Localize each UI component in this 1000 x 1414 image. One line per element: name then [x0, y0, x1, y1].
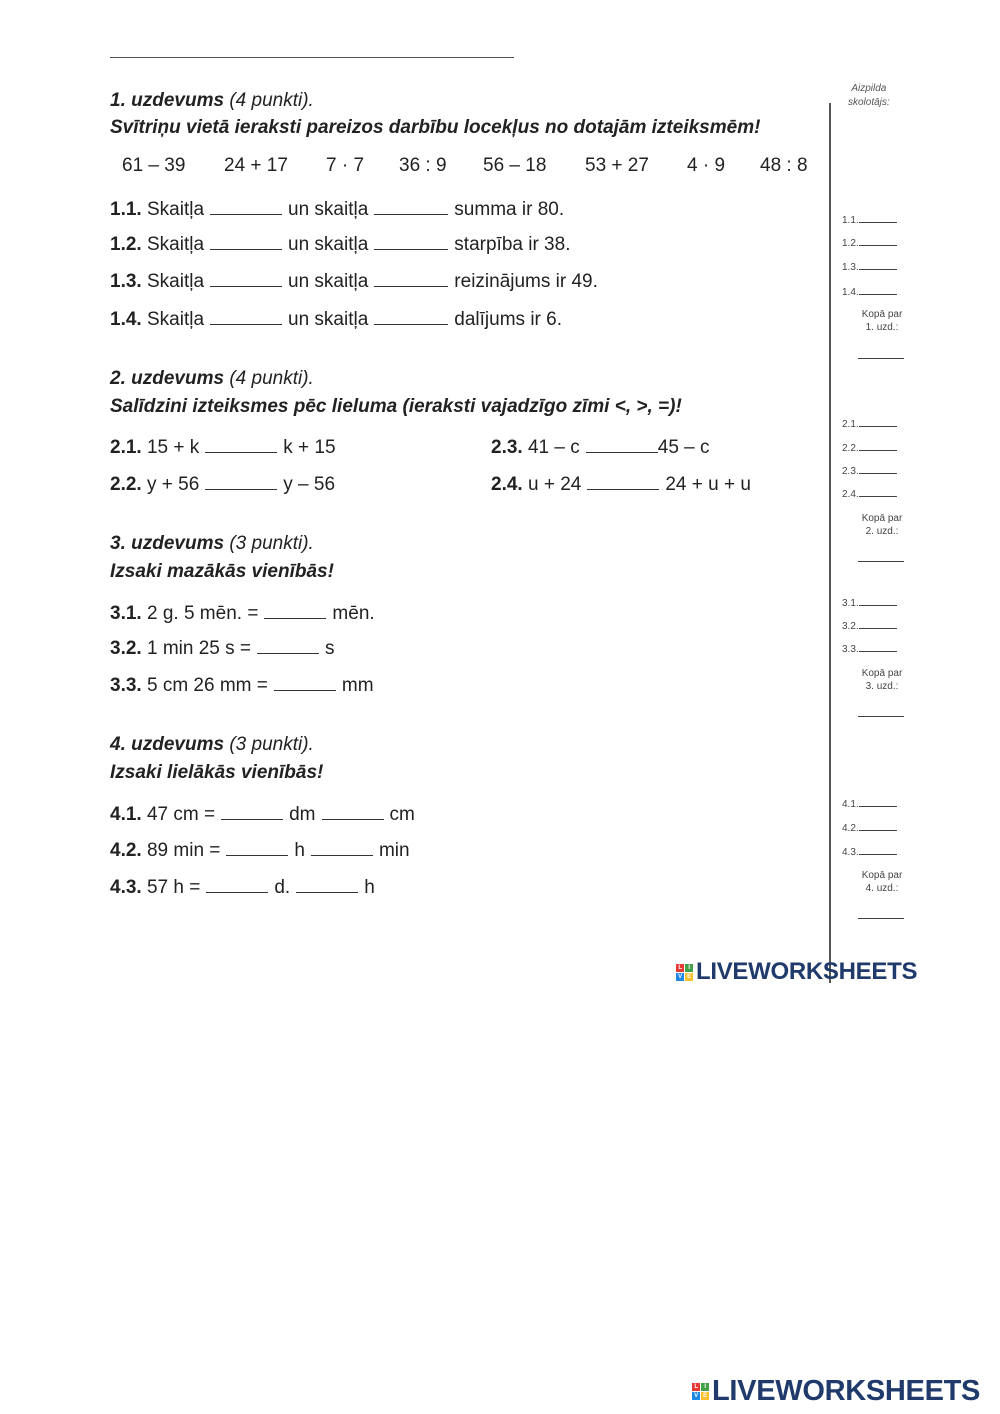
task3-item: 3.2. 1 min 25 s = s [110, 638, 335, 659]
task1-instruction: Svītriņu vietā ieraksti pareizos darbību locekļus no dotajām izteiksmēm! [110, 117, 761, 138]
answer-blank[interactable] [296, 875, 358, 893]
score-blank[interactable] [859, 797, 897, 807]
task3-item: 3.3. 5 cm 26 mm = mm [110, 675, 374, 696]
task1-item: 1.1. Skaitļa un skaitļa summa ir 80. [110, 199, 565, 220]
task4-item: 4.3. 57 h = d. h [110, 877, 375, 898]
answer-blank[interactable] [274, 673, 336, 691]
score-line: 4.2. [842, 821, 897, 834]
score-blank[interactable] [859, 619, 897, 629]
task1-title [110, 90, 314, 112]
task1-expression: 36 : 9 [399, 155, 447, 176]
task2-total-label: Kopā par 2. uzd.: [861, 513, 903, 537]
task1-expression: 24 + 17 [224, 155, 288, 176]
task1-expression: 61 – 39 [122, 155, 186, 176]
answer-blank[interactable] [210, 197, 282, 215]
task1-expression: 4 · 9 [687, 155, 726, 176]
top-rule [110, 57, 514, 58]
task3-total-label: Kopā par 3. uzd.: [861, 668, 903, 692]
answer-blank[interactable] [221, 802, 283, 820]
score-blank[interactable] [859, 417, 897, 427]
score-line: 3.3. [842, 642, 897, 655]
task2-item: 2.3. 41 – c 45 – c [491, 437, 710, 458]
score-line: 4.3. [842, 845, 897, 858]
task2-instruction: Salīdzini izteiksmes pēc lieluma (ieraksti vajadzīgo zīmi <, >, =)! [110, 396, 682, 417]
task4-instruction: Izsaki lielākās vienībās! [110, 762, 324, 783]
answer-blank[interactable] [206, 875, 268, 893]
task1-item: 1.2. Skaitļa un skaitļa starpība ir 38. [110, 234, 571, 255]
task3-total-blank[interactable] [858, 716, 904, 717]
task2-item: 2.4. u + 24 24 + u + u [491, 474, 751, 495]
task2-title: 2. uzdevums (4 punkti). [110, 368, 314, 389]
score-line: 2.3. [842, 464, 897, 477]
task1-expression: 56 – 18 [483, 155, 547, 176]
score-blank[interactable] [859, 642, 897, 652]
logo-text: LIVEWORKSHEETS [712, 1375, 981, 1407]
teacher-header-line2: skolotājs: [848, 97, 890, 108]
task4-item: 4.1. 47 cm = dm cm [110, 804, 415, 825]
answer-blank[interactable] [205, 435, 277, 453]
answer-blank[interactable] [311, 838, 373, 856]
score-line: 2.4. [842, 487, 897, 500]
task1-expression: 48 : 8 [760, 155, 808, 176]
score-blank[interactable] [859, 487, 897, 497]
score-blank[interactable] [859, 285, 897, 295]
answer-blank[interactable] [210, 307, 282, 325]
task4-total-label: Kopā par 4. uzd.: [861, 870, 903, 894]
answer-blank[interactable] [264, 601, 326, 619]
task2-total-blank[interactable] [858, 561, 904, 562]
score-line: 3.2. [842, 619, 897, 632]
score-blank[interactable] [859, 260, 897, 270]
score-line: 3.1. [842, 596, 897, 609]
answer-blank[interactable] [226, 838, 288, 856]
task1-item: 1.4. Skaitļa un skaitļa dalījums ir 6. [110, 309, 562, 330]
answer-blank[interactable] [322, 802, 384, 820]
teacher-column-divider [829, 103, 831, 983]
answer-blank[interactable] [210, 269, 282, 287]
task4-item: 4.2. 89 min = h min [110, 840, 410, 861]
logo-text: LIVEWORKSHEETS [696, 958, 918, 985]
task1-item: 1.3. Skaitļa un skaitļa reizinājums ir 49. [110, 271, 598, 292]
task2-item: 2.1. 15 + k k + 15 [110, 437, 336, 458]
answer-blank[interactable] [587, 472, 659, 490]
score-blank[interactable] [859, 213, 897, 223]
answer-blank[interactable] [374, 197, 448, 215]
liveworksheets-logo [676, 958, 917, 986]
task1-expression: 7 · 7 [326, 155, 365, 176]
task3-instruction: Izsaki mazākās vienībās! [110, 561, 334, 582]
answer-blank[interactable] [374, 307, 448, 325]
task1-expression: 53 + 27 [585, 155, 649, 176]
answer-blank[interactable] [257, 636, 319, 654]
score-line: 4.1. [842, 797, 897, 810]
logo-cubes-icon: L I V E [692, 1383, 709, 1400]
task1-total-blank[interactable] [858, 358, 904, 359]
score-line: 1.2. [842, 236, 897, 249]
task3-title: 3. uzdevums (3 punkti). [110, 533, 314, 554]
score-blank[interactable] [859, 821, 897, 831]
score-blank[interactable] [859, 236, 897, 246]
task3-item: 3.1. 2 g. 5 mēn. = mēn. [110, 603, 375, 624]
task2-item: 2.2. y + 56 y – 56 [110, 474, 336, 495]
task1-points: (4 punkti). [229, 90, 314, 111]
score-blank[interactable] [859, 596, 897, 606]
teacher-column-header [848, 82, 890, 110]
score-line: 1.3. [842, 260, 897, 273]
answer-blank[interactable] [374, 232, 448, 250]
score-line: 2.1. [842, 417, 897, 430]
score-blank[interactable] [859, 464, 897, 474]
score-line: 1.4. [842, 285, 897, 298]
task1-title-text: 1. uzdevums [110, 90, 225, 111]
task4-title: 4. uzdevums (3 punkti). [110, 734, 314, 755]
score-line: 1.1. [842, 213, 897, 226]
answer-blank[interactable] [205, 472, 277, 490]
score-line: 2.2. [842, 441, 897, 454]
liveworksheets-logo-bottom [692, 1375, 980, 1408]
answer-blank[interactable] [374, 269, 448, 287]
answer-blank[interactable] [586, 435, 658, 453]
score-blank[interactable] [859, 441, 897, 451]
task1-total-label: Kopā par 1. uzd.: [861, 309, 903, 333]
logo-cubes-icon: L I V E [676, 964, 693, 981]
answer-blank[interactable] [210, 232, 282, 250]
teacher-header-line1: Aizpilda [851, 83, 887, 94]
score-blank[interactable] [859, 845, 897, 855]
task4-total-blank[interactable] [858, 918, 904, 919]
